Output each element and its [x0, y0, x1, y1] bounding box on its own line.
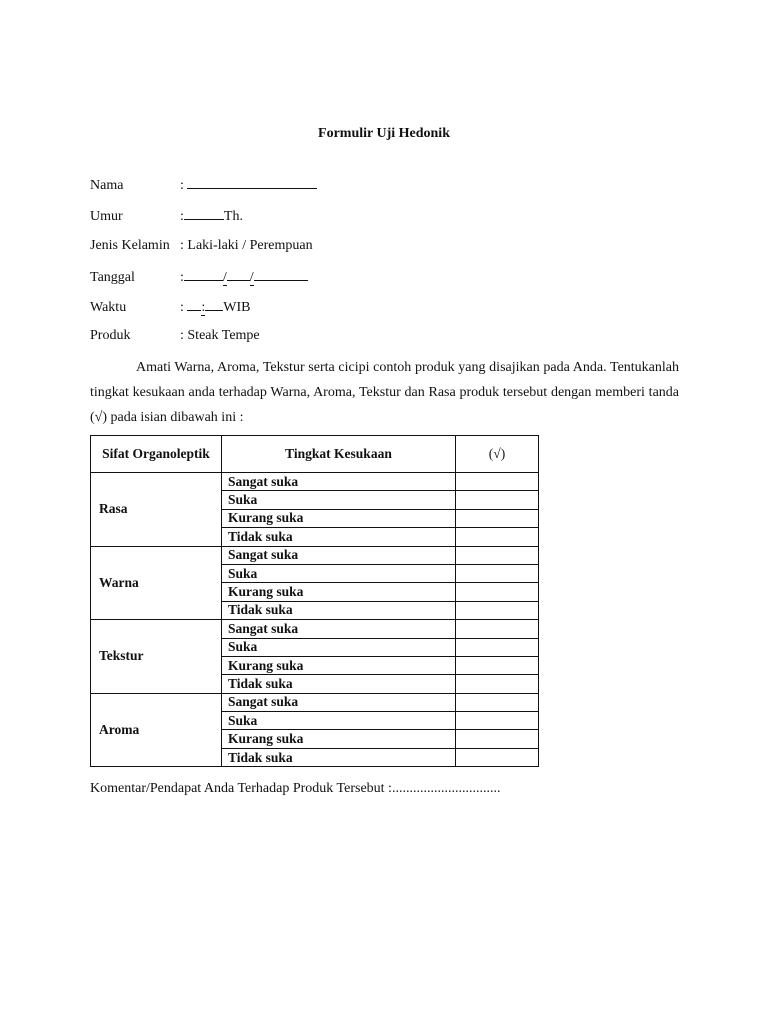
- field-umur-label: Umur: [90, 209, 123, 224]
- table-row: [91, 620, 539, 638]
- level-cell: Sangat suka: [222, 546, 456, 564]
- check-cell[interactable]: [456, 491, 539, 509]
- tanggal-slash-2: /: [249, 270, 254, 285]
- header-level: Tingkat Kesukaan: [222, 436, 456, 473]
- jenis-kelamin-value: Laki-laki / Perempuan: [187, 238, 313, 253]
- attribute-aroma: Aroma: [91, 693, 222, 767]
- field-waktu: [90, 296, 251, 316]
- comment-label: Komentar/Pendapat Anda Terhadap Produk Tersebut :: [90, 781, 392, 796]
- check-cell[interactable]: [456, 656, 539, 674]
- check-cell[interactable]: [456, 473, 539, 491]
- level-cell: Kurang suka: [222, 656, 456, 674]
- level-cell: Suka: [222, 491, 456, 509]
- comment-input-dots[interactable]: ...............................: [391, 781, 501, 796]
- level-cell: Suka: [222, 564, 456, 582]
- check-cell[interactable]: [456, 730, 539, 748]
- field-umur: [90, 205, 243, 225]
- check-cell[interactable]: [456, 693, 539, 711]
- field-produk: [90, 326, 260, 346]
- check-cell[interactable]: [456, 509, 539, 527]
- field-nama: [90, 174, 317, 194]
- field-waktu-label: Waktu: [90, 300, 127, 315]
- check-cell[interactable]: [456, 564, 539, 582]
- level-cell: Suka: [222, 638, 456, 656]
- field-produk-label: Produk: [90, 328, 131, 343]
- waktu-colon: :: [201, 300, 206, 315]
- attribute-rasa: Rasa: [91, 473, 222, 547]
- field-tanggal-label: Tanggal: [90, 270, 135, 285]
- level-cell: Sangat suka: [222, 473, 456, 491]
- level-cell: Sangat suka: [222, 693, 456, 711]
- check-cell[interactable]: [456, 620, 539, 638]
- nama-input-line[interactable]: [187, 174, 317, 189]
- level-cell: Tidak suka: [222, 748, 456, 766]
- tanggal-month-line[interactable]: [227, 266, 250, 281]
- field-tanggal-sep: :: [180, 270, 184, 285]
- field-umur-sep: :: [180, 209, 184, 224]
- field-nama-sep: :: [180, 178, 184, 193]
- waktu-hour-line[interactable]: [187, 296, 201, 311]
- table-header-row: [91, 436, 539, 473]
- instruction-paragraph: Amati Warna, Aroma, Tekstur serta cicipi contoh produk yang disajikan pada Anda. Tentukanlah tingkat kesukaan anda terhadap Warna, Aroma, Tekstur dan Rasa produk tersebut dengan memberi tanda (√) pada isian dibawah ini :: [90, 360, 679, 425]
- header-attribute: Sifat Organoleptik: [91, 436, 222, 473]
- header-check: (√): [456, 436, 539, 473]
- waktu-minute-line[interactable]: [205, 296, 223, 311]
- field-nama-label: Nama: [90, 178, 124, 193]
- umur-input-line[interactable]: [184, 205, 224, 220]
- check-cell[interactable]: [456, 583, 539, 601]
- check-cell[interactable]: [456, 638, 539, 656]
- check-cell[interactable]: [456, 528, 539, 546]
- field-produk-sep: :: [180, 328, 184, 343]
- tanggal-year-line[interactable]: [254, 266, 308, 281]
- level-cell: Kurang suka: [222, 583, 456, 601]
- comment-line: [90, 781, 500, 797]
- tanggal-slash-1: /: [222, 270, 227, 285]
- level-cell: Kurang suka: [222, 509, 456, 527]
- produk-value: Steak Tempe: [187, 328, 260, 343]
- check-cell[interactable]: [456, 675, 539, 693]
- check-cell[interactable]: [456, 748, 539, 766]
- tanggal-day-line[interactable]: [184, 266, 223, 281]
- level-cell: Kurang suka: [222, 730, 456, 748]
- attribute-warna: Warna: [91, 546, 222, 620]
- attribute-tekstur: Tekstur: [91, 620, 222, 694]
- field-jenis-kelamin-label: Jenis Kelamin: [90, 238, 170, 253]
- check-cell[interactable]: [456, 601, 539, 619]
- table-row: [91, 473, 539, 491]
- level-cell: Sangat suka: [222, 620, 456, 638]
- level-cell: Tidak suka: [222, 675, 456, 693]
- hedonic-table: [90, 435, 539, 767]
- umur-suffix: Th.: [223, 209, 243, 224]
- table-row: [91, 693, 539, 711]
- waktu-suffix: WIB: [223, 300, 251, 315]
- level-cell: Tidak suka: [222, 601, 456, 619]
- check-cell[interactable]: [456, 712, 539, 730]
- table-row: [91, 546, 539, 564]
- field-tanggal: [90, 266, 308, 286]
- field-jenis-kelamin-sep: :: [180, 238, 184, 253]
- field-waktu-sep: :: [180, 300, 184, 315]
- level-cell: Suka: [222, 712, 456, 730]
- check-cell[interactable]: [456, 546, 539, 564]
- level-cell: Tidak suka: [222, 528, 456, 546]
- form-title: Formulir Uji Hedonik: [318, 126, 450, 141]
- field-jenis-kelamin: [90, 236, 313, 256]
